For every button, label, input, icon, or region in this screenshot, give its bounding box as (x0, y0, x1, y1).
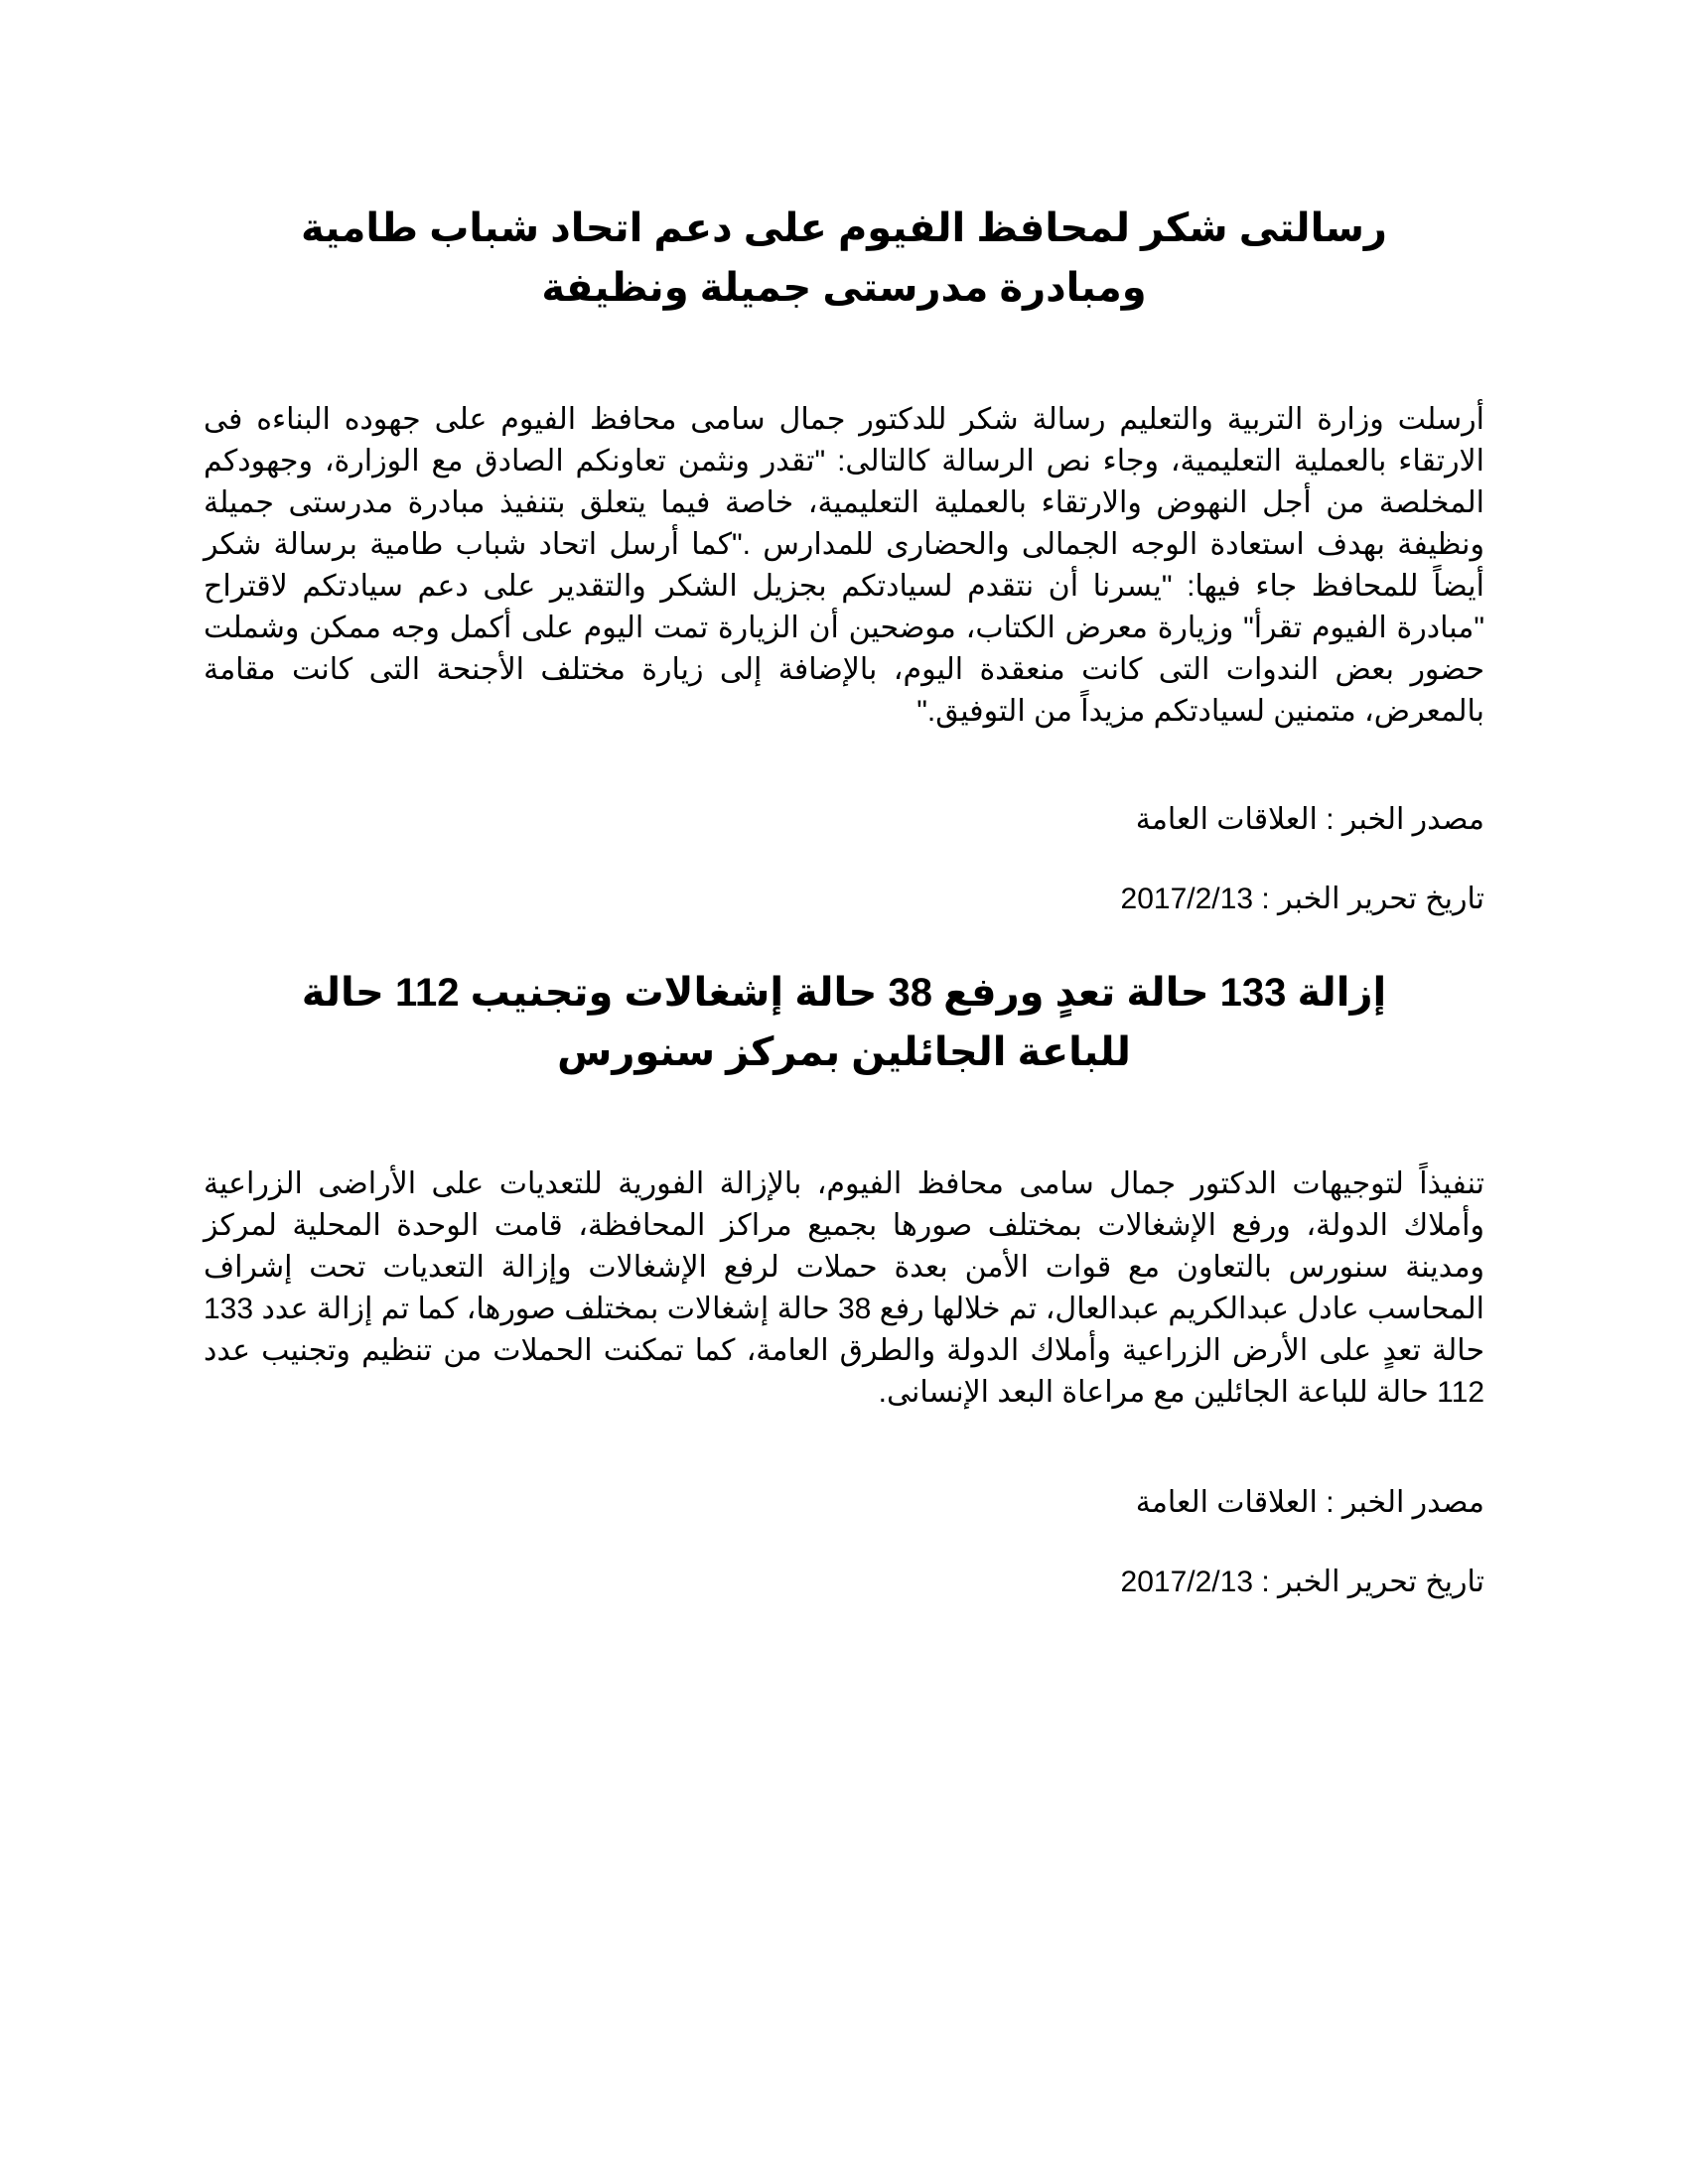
news-source: مصدر الخبر : العلاقات العامة (1135, 803, 1484, 836)
article-body: أرسلت وزارة التربية والتعليم رسالة شكر للدكتور جمال سامى محافظ الفيوم على جهوده البناءه فى الارتقاء بالعملية التعليمية، وجاء نص الرسالة كالتالى: "تقدر ونثمن تعاونكم الصادق مع الوزارة، وجهودكم المخلصة من أجل النهوض والارتقاء بالعملية التعليمية، خاصة فيما يتعلق بتنفيذ مبادرة مدرستى جميلة ونظيفة بهدف استعادة الوجه الجمالى والحضارى للمدارس ."كما أرسل اتحاد شباب طامية برسالة شكر أيضاً للمحافظ جاء فيها: "يسرنا أن نتقدم لسيادتكم بجزيل الشكر والتقدير على دعم سيادتكم لاقتراح "مبادرة الفيوم تقرأ" وزيارة معرض الكتاب، موضحين أن الزيارة تمت اليوم على أكمل وجه ممكن وشملت حضور بعض الندوات التى كانت منعقدة اليوم، بالإضافة إلى زيارة مختلف الأجنحة التى كانت مقامة بالمعرض، متمنين لسيادتكم مزيداً من التوفيق." (204, 403, 1484, 728)
document-page (204, 0, 1484, 2184)
news-date-label: تاريخ تحرير الخبر : (1253, 1566, 1484, 1598)
news-source: مصدر الخبر : العلاقات العامة (1135, 1486, 1484, 1519)
article-body: تنفيذاً لتوجيهات الدكتور جمال سامى محافظ الفيوم، بالإزالة الفورية للتعديات على الأراضى الزراعية وأملاك الدولة، ورفع الإشغالات بمختلف صورها بجميع مراكز المحافظة، قامت الوحدة المحلية لمركز ومدينة سنورس بالتعاون مع قوات الأمن بعدة حملات لرفع الإشغالات وإزالة التعديات تحت إشراف المحاسب عادل عبدالكريم عبدالعال، تم خلالها رفع 38 حالة إشغالات بمختلف صورها، كما تم إزالة عدد 133 حالة تعدٍ على الأرض الزراعية وأملاك الدولة والطرق العامة، كما تمكنت الحملات من تنظيم وتجنيب عدد 112 حالة للباعة الجائلين مع مراعاة البعد الإنسانى. (204, 1167, 1484, 1409)
article-title: إزالة 133 حالة تعدٍ ورفع 38 حالة إشغالات وتجنيب 112 حالة للباعة الجائلين بمركز سنورس (301, 971, 1387, 1074)
news-date-value: 2017/2/13 (1120, 883, 1254, 915)
news-date (204, 879, 1484, 920)
article-title: رسالتى شكر لمحافظ الفيوم على دعم اتحاد شباب طامية ومبادرة مدرستى جميلة ونظيفة (301, 206, 1387, 310)
news-date-label: تاريخ تحرير الخبر : (1253, 883, 1484, 915)
news-date-value: 2017/2/13 (1120, 1566, 1254, 1598)
news-date (204, 1562, 1484, 1603)
